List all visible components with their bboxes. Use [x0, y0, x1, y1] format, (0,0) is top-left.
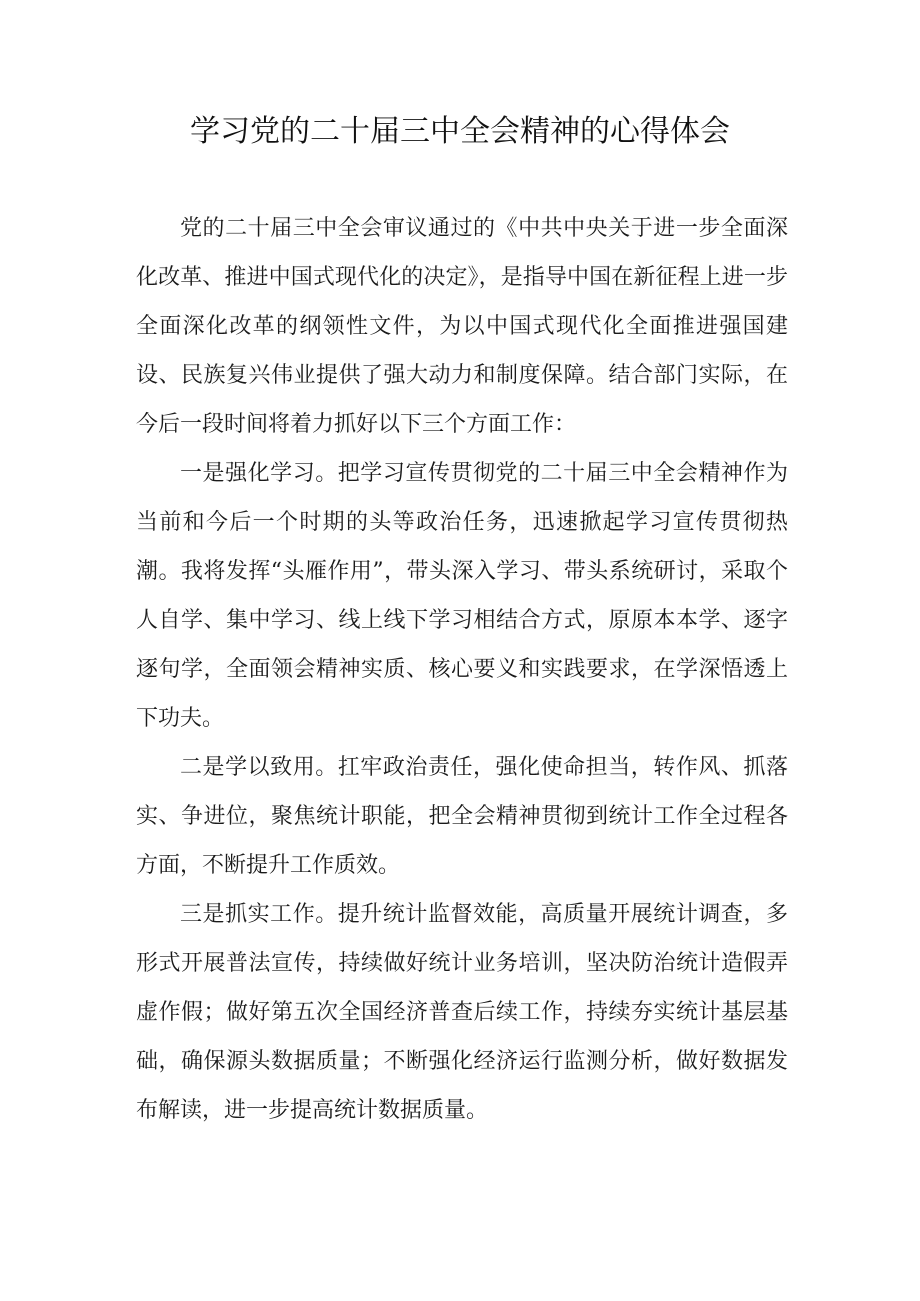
document-body — [136, 204, 788, 1135]
document-title: 学习党的二十届三中全会精神的心得体会 — [190, 114, 730, 149]
paragraph-solid-work: 三是抓实工作。提升统计监督效能，高质量开展统计调查，多形式开展普法宣传，持续做好统计业务培训，坚决防治统计造假弄虚作假；做好第五次全国经济普查后续工作，持续夯实统计基层基础，确保源头数据质量；不断强化经济运行监测分析，做好数据发布解读，进一步提高统计数据质量。 — [136, 902, 788, 1123]
paragraph-intro: 党的二十届三中全会审议通过的《中共中央关于进一步全面深化改革、推进中国式现代化的决定》，是指导中国在新征程上进一步全面深化改革的纲领性文件，为以中国式现代化全面推进强国建设、民族复兴伟业提供了强大动力和制度保障。结合部门实际，在今后一段时间将着力抓好以下三个方面工作： — [136, 216, 788, 437]
paragraph-apply-learning: 二是学以致用。扛牢政治责任，强化使命担当，转作风、抓落实、争进位，聚焦统计职能，把全会精神贯彻到统计工作全过程各方面，不断提升工作质效。 — [136, 755, 788, 878]
paragraph-strengthen-study: 一是强化学习。把学习宣传贯彻党的二十届三中全会精神作为当前和今后一个时期的头等政治任务，迅速掀起学习宣传贯彻热潮。我将发挥“头雁作用”，带头深入学习、带头系统研讨，采取个人自学、集中学习、线上线下学习相结合方式，原原本本学、逐字逐句学，全面领会精神实质、核心要义和实践要求，在学深悟透上下功夫。 — [136, 461, 788, 731]
